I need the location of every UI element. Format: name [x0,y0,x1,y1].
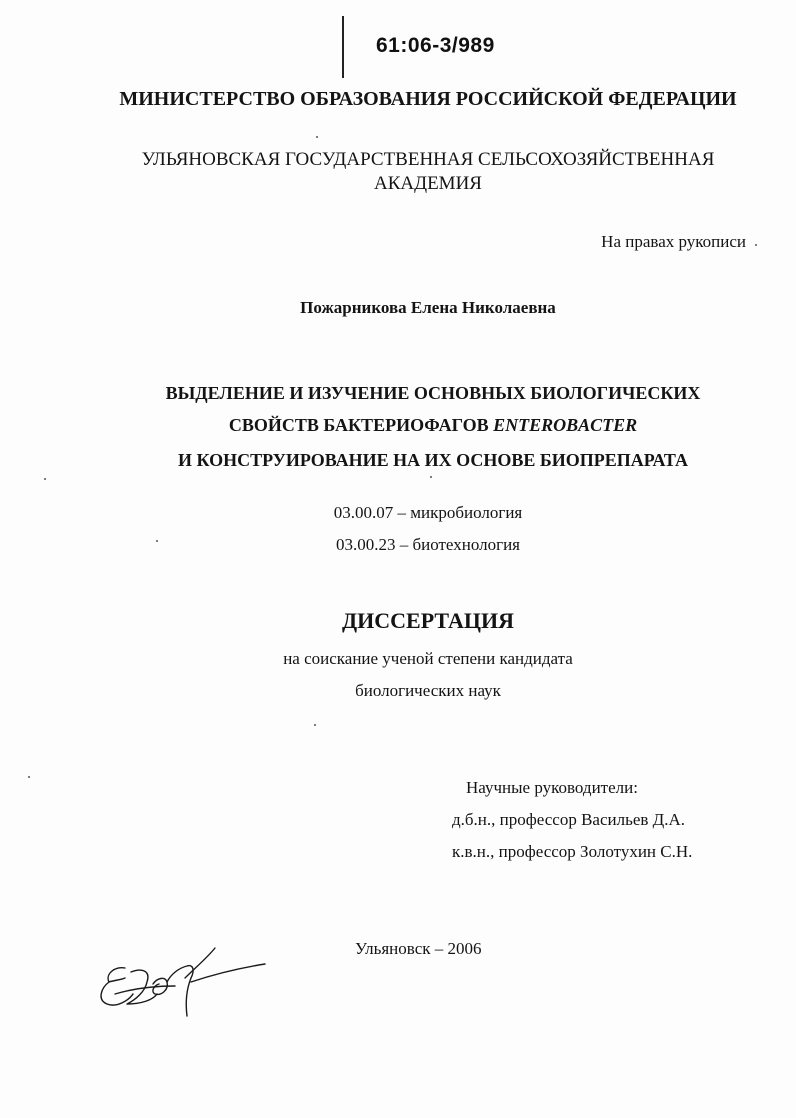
supervisors-label: Научные руководители: [466,778,638,797]
title-line-1: ВЫДЕЛЕНИЕ И ИЗУЧЕНИЕ ОСНОВНЫХ БИОЛОГИЧЕСКИХ [165,383,701,403]
scan-speck [156,540,158,542]
supervisor-2: к.в.н., профессор Золотухин С.Н. [452,842,693,861]
scan-speck [316,136,318,138]
academy-name [30,148,796,196]
scan-speck [44,478,46,480]
scan-speck [755,244,757,246]
academy-line-1: УЛЬЯНОВСКАЯ ГОСУДАРСТВЕННАЯ СЕЛЬСОХОЗЯЙСТВЕННАЯ [141,149,715,170]
degree-line-1: на соискание ученой степени кандидата [283,649,573,668]
title-line-3: И КОНСТРУИРОВАНИЕ НА ИХ ОСНОВЕ БИОПРЕПАРАТА [178,450,688,470]
academy-line-2: АКАДЕМИЯ [374,173,482,194]
dissertation-heading: ДИССЕРТАЦИЯ [342,608,514,633]
title-line-2 [35,415,796,436]
author-name: Пожарникова Елена Николаевна [300,298,556,317]
scan-speck [314,724,316,726]
city-year: Ульяновск – 2006 [355,939,482,958]
scan-speck [430,476,432,478]
specialty-biotechnology: 03.00.23 – биотехнология [335,535,521,554]
title-genus-italic: ENTEROBACTER [493,415,638,435]
title-line-2-prefix: СВОЙСТВ БАКТЕРИОФАГОВ [228,415,494,435]
supervisor-1: д.б.н., профессор Васильев Д.А. [452,810,686,829]
manuscript-rights-note: На правах рукописи [601,232,746,251]
handwritten-signature [95,938,270,1028]
library-code: 61:06-3/989 [376,34,495,57]
ministry-heading: МИНИСТЕРСТВО ОБРАЗОВАНИЯ РОССИЙСКОЙ ФЕДЕРАЦИИ [119,88,737,110]
scan-speck [28,776,30,778]
degree-line-2: биологических наук [355,681,501,700]
specialty-microbiology: 03.00.07 – микробиология [333,503,523,522]
